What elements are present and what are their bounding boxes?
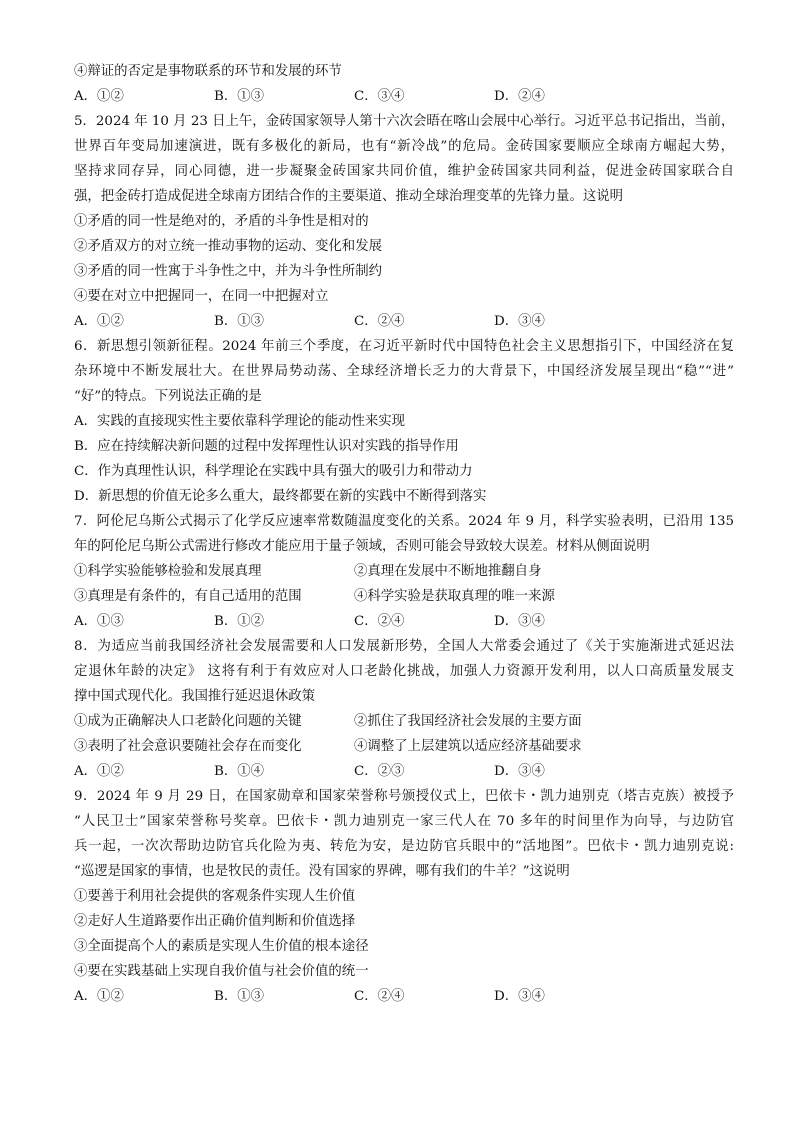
q5-options xyxy=(74,313,734,331)
q5-statement-4: ④要在对立中把握同一，在同一中把握对立 xyxy=(74,289,329,304)
q8-stem-line-3: 撑中国式现代化。我国推行延迟退休政策 xyxy=(74,689,316,704)
q9-option-c: C．②④ xyxy=(354,989,405,1004)
q4-option-a: A．①② xyxy=(74,89,124,104)
q8-stem-line-2: 定退休年龄的决定》 这将有利于有效应对人口老龄化挑战，加强人力资源开发利用，以人口高质量发展支 xyxy=(74,664,734,679)
q9-option-b: B．①③ xyxy=(214,989,265,1004)
q7-statement-4: ④科学实验是获取真理的唯一来源 xyxy=(354,589,555,604)
q6-option-b: B．应在持续解决新问题的过程中发挥理性认识对实践的指导作用 xyxy=(74,439,459,454)
q8-statement-2: ②抓住了我国经济社会发展的主要方面 xyxy=(354,714,582,729)
q7-statement-2: ②真理在发展中不断地推翻自身 xyxy=(354,564,542,579)
q8-stem-line-1: 8．为适应当前我国经济社会发展需要和人口发展新形势，全国人大常委会通过了《关于实施渐进式延迟法 xyxy=(74,639,734,654)
q4-options xyxy=(74,88,734,106)
q7-statement-3: ③真理是有条件的，有自己适用的范围 xyxy=(74,589,302,604)
q7-statements-row-1 xyxy=(74,563,734,581)
q8-statements-row-2 xyxy=(74,738,734,756)
q5-option-b: B．①③ xyxy=(214,314,265,329)
q4-option-c: C．③④ xyxy=(354,89,405,104)
q4-option-b: B．①③ xyxy=(214,89,265,104)
q5-stem-line-4: 强，把金砖打造成促进全球南方团结合作的主要渠道、推动全球治理变革的先锋力量。这说明 xyxy=(74,189,624,204)
q6-stem-line-2: 杂环境中不断发展壮大。在世界局势动荡、全球经济增长乏力的大背景下，中国经济发展呈现出“稳”“进” xyxy=(74,364,734,379)
q8-option-d: D．③④ xyxy=(494,764,545,779)
q9-option-a: A．①② xyxy=(74,989,124,1004)
q5-option-d: D．③④ xyxy=(494,314,545,329)
q7-statements-row-2 xyxy=(74,588,734,606)
q8-option-a: A．①② xyxy=(74,764,124,779)
q5-option-a: A．①② xyxy=(74,314,124,329)
q4-statement-4: ④辩证的否定是事物联系的环节和发展的环节 xyxy=(74,64,342,79)
q8-options xyxy=(74,763,734,781)
q9-statement-4: ④要在实践基础上实现自我价值与社会价值的统一 xyxy=(74,964,369,979)
q5-statement-3: ③矛盾的同一性寓于斗争性之中，并为斗争性所制约 xyxy=(74,264,382,279)
q7-statement-1: ①科学实验能够检验和发展真理 xyxy=(74,564,262,579)
q4-option-d: D．②④ xyxy=(494,89,545,104)
q8-statement-1: ①成为正确解决人口老龄化问题的关键 xyxy=(74,714,302,729)
q7-stem-line-1: 7．阿伦尼乌斯公式揭示了化学反应速率常数随温度变化的关系。2024 年 9 月，科学实验表明，已沿用 135 xyxy=(74,514,734,529)
q9-statement-3: ③全面提高个人的素质是实现人生价值的根本途径 xyxy=(74,939,369,954)
q6-option-c: C．作为真理性认识，科学理论在实践中具有强大的吸引力和带动力 xyxy=(74,464,473,479)
q8-statements-row-1 xyxy=(74,713,734,731)
q9-stem-line-4: “巡逻是国家的事情，也是牧民的责任。没有国家的界碑，哪有我们的牛羊？”这说明 xyxy=(74,864,570,879)
q9-stem-line-2: “人民卫士”国家荣誉称号奖章。巴依卡・凯力迪别克一家三代人在 70 多年的时间里作为向导，与边防官 xyxy=(74,814,734,829)
q5-statement-1: ①矛盾的同一性是绝对的，矛盾的斗争性是相对的 xyxy=(74,214,369,229)
q9-options xyxy=(74,988,734,1006)
q6-stem-line-1: 6．新思想引领新征程。2024 年前三个季度，在习近平新时代中国特色社会主义思想指引下，中国经济在复 xyxy=(74,339,734,354)
q7-option-c: C．②④ xyxy=(354,614,405,629)
q5-stem-line-3: 坚持求同存异，同心同德，进一步凝聚金砖国家共同价值，维护金砖国家共同利益，促进金砖国家联合自 xyxy=(74,164,734,179)
q6-option-d: D．新思想的价值无论多么重大，最终都要在新的实践中不断得到落实 xyxy=(74,489,487,504)
q8-statement-3: ③表明了社会意识要随社会存在而变化 xyxy=(74,739,302,754)
q9-option-d: D．③④ xyxy=(494,989,545,1004)
q5-statement-2: ②矛盾双方的对立统一推动事物的运动、变化和发展 xyxy=(74,239,382,254)
q8-option-c: C．②③ xyxy=(354,764,405,779)
q7-stem-line-2: 年的阿伦尼乌斯公式需进行修改才能应用于量子领域，否则可能会导致较大误差。材料从侧面说明 xyxy=(74,539,650,554)
q5-stem-line-1: 5．2024 年 10 月 23 日上午，金砖国家领导人第十六次会晤在喀山会展中心举行。习近平总书记指出，当前， xyxy=(74,114,735,129)
q9-statement-2: ②走好人生道路要作出正确价值判断和价值选择 xyxy=(74,914,356,929)
q8-option-b: B．①④ xyxy=(214,764,265,779)
q7-options xyxy=(74,613,734,631)
q6-stem-line-3: “好”的特点。下列说法正确的是 xyxy=(74,389,262,404)
q5-option-c: C．②④ xyxy=(354,314,405,329)
q9-stem-line-3: 兵一起，一次次帮助边防官兵化险为夷、转危为安，是边防官兵眼中的“活地图”。巴依卡・凯力迪别克说: xyxy=(74,839,734,854)
q7-option-a: A．①③ xyxy=(74,614,124,629)
q7-option-b: B．①② xyxy=(214,614,265,629)
q9-statement-1: ①要善于利用社会提供的客观条件实现人生价值 xyxy=(74,889,356,904)
q8-statement-4: ④调整了上层建筑以适应经济基础要求 xyxy=(354,739,582,754)
q5-stem-line-2: 世界百年变局加速演进，既有多极化的新局，也有“新冷战”的危局。金砖国家要顺应全球南方崛起大势， xyxy=(74,139,734,154)
q7-option-d: D．③④ xyxy=(494,614,545,629)
q6-option-a: A．实践的直接现实性主要依靠科学理论的能动性来实现 xyxy=(74,414,406,429)
q9-stem-line-1: 9．2024 年 9 月 29 日，在国家勋章和国家荣誉称号颁授仪式上，巴依卡・凯力迪别克（塔吉克族）被授予 xyxy=(74,789,734,804)
